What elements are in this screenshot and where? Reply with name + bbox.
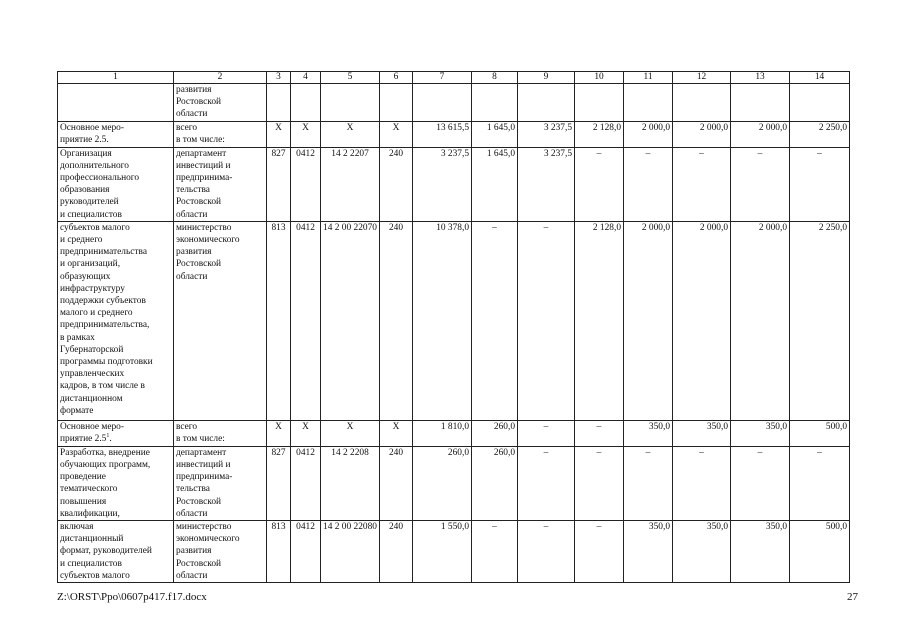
amount-cell (624, 84, 673, 122)
header-cell: 14 (790, 72, 850, 84)
page-number: 27 (847, 591, 858, 603)
header-row (58, 72, 850, 84)
code-cell: 240 (380, 147, 413, 221)
header-cell: 11 (624, 72, 673, 84)
code-cell: 813 (267, 521, 291, 583)
code-cell: Х (380, 121, 413, 147)
amount-cell: – (790, 446, 850, 520)
executor-cell: департамент инвестиций и предпринима- тельства Ростовской области (174, 147, 267, 221)
amount-cell: 350,0 (731, 420, 790, 446)
amount-cell: 2 128,0 (575, 221, 624, 420)
amount-cell: 2 000,0 (673, 121, 731, 147)
table-row (58, 446, 850, 520)
amount-cell (731, 84, 790, 122)
amount-cell: 1 810,0 (413, 420, 472, 446)
code-cell: 14 2 00 22070 (321, 221, 380, 420)
amount-cell: – (673, 446, 731, 520)
amount-cell: 3 237,5 (518, 147, 575, 221)
code-cell: 240 (380, 446, 413, 520)
table-row (58, 221, 850, 420)
header-cell: 7 (413, 72, 472, 84)
code-cell: 0412 (291, 521, 321, 583)
amount-cell: 1 645,0 (472, 121, 518, 147)
amount-cell: – (790, 147, 850, 221)
table-row (58, 147, 850, 221)
table-row (58, 420, 850, 446)
activity-cell: включая дистанционный формат, руководителей и специалистов субъектов малого (58, 521, 174, 583)
amount-cell (790, 84, 850, 122)
executor-cell: департамент инвестиций и предпринима- тельства Ростовской области (174, 446, 267, 520)
header-cell: 12 (673, 72, 731, 84)
amount-cell: 13 615,5 (413, 121, 472, 147)
code-cell: 827 (267, 147, 291, 221)
amount-cell: 2 250,0 (790, 121, 850, 147)
amount-cell (413, 84, 472, 122)
amount-cell: 2 000,0 (624, 221, 673, 420)
amount-cell: 2 000,0 (673, 221, 731, 420)
table-row (58, 84, 850, 122)
amount-cell: 1 645,0 (472, 147, 518, 221)
amount-cell: 10 378,0 (413, 221, 472, 420)
amount-cell: 350,0 (624, 420, 673, 446)
amount-cell (673, 84, 731, 122)
amount-cell (472, 84, 518, 122)
executor-cell: всего в том числе: (174, 121, 267, 147)
code-cell (267, 84, 291, 122)
amount-cell: – (624, 446, 673, 520)
executor-cell: развития Ростовской области (174, 84, 267, 122)
amount-cell: 350,0 (673, 420, 731, 446)
table-row (58, 121, 850, 147)
code-cell: Х (267, 420, 291, 446)
executor-cell: министерство экономического развития Ростовской области (174, 521, 267, 583)
code-cell (380, 84, 413, 122)
activity-cell (58, 84, 174, 122)
table-row (58, 521, 850, 583)
code-cell: Х (291, 420, 321, 446)
code-cell: 240 (380, 521, 413, 583)
amount-cell: – (518, 446, 575, 520)
amount-cell: – (731, 147, 790, 221)
code-cell: 0412 (291, 221, 321, 420)
code-cell: 827 (267, 446, 291, 520)
header-cell: 9 (518, 72, 575, 84)
amount-cell: 500,0 (790, 521, 850, 583)
code-cell: 0412 (291, 147, 321, 221)
code-cell: 14 2 00 22080 (321, 521, 380, 583)
amount-cell: – (575, 420, 624, 446)
amount-cell: – (518, 420, 575, 446)
code-cell: Х (321, 420, 380, 446)
amount-cell: 260,0 (472, 420, 518, 446)
amount-cell: 3 237,5 (518, 121, 575, 147)
code-cell: Х (380, 420, 413, 446)
amount-cell: 350,0 (731, 521, 790, 583)
amount-cell: 260,0 (472, 446, 518, 520)
header-cell: 3 (267, 72, 291, 84)
header-cell: 13 (731, 72, 790, 84)
amount-cell: 350,0 (673, 521, 731, 583)
amount-cell: – (731, 446, 790, 520)
header-cell: 8 (472, 72, 518, 84)
executor-cell: всего в том числе: (174, 420, 267, 446)
code-cell (291, 84, 321, 122)
code-cell: 14 2 2208 (321, 446, 380, 520)
amount-cell: 260,0 (413, 446, 472, 520)
amount-cell: – (575, 521, 624, 583)
executor-cell: министерство экономического развития Ростовской области (174, 221, 267, 420)
amount-cell (518, 84, 575, 122)
amount-cell: 3 237,5 (413, 147, 472, 221)
table-body (58, 72, 850, 583)
amount-cell: – (518, 221, 575, 420)
amount-cell: 2 000,0 (731, 221, 790, 420)
activity-cell: Основное меро- приятие $2.5^1$. (58, 420, 174, 446)
header-cell: 5 (321, 72, 380, 84)
code-cell: 0412 (291, 446, 321, 520)
code-cell: 813 (267, 221, 291, 420)
amount-cell (575, 84, 624, 122)
activity-cell: Организация дополнительного профессионального образования руководителей и специалистов (58, 147, 174, 221)
amount-cell: – (575, 446, 624, 520)
code-cell: Х (267, 121, 291, 147)
header-cell: 2 (174, 72, 267, 84)
amount-cell: – (673, 147, 731, 221)
activity-cell: Разработка, внедрение обучающих программ, проведение тематического повышения квалификации, (58, 446, 174, 520)
amount-cell: – (472, 521, 518, 583)
amount-cell: – (575, 147, 624, 221)
code-cell (321, 84, 380, 122)
budget-table (57, 71, 850, 583)
header-cell: 6 (380, 72, 413, 84)
activity-cell: субъектов малого и среднего предпринимательства и организаций, образующих инфраструктуру поддержки субъектов малого и среднего предпринимательства, в рамках Губернаторской программы подготовки управленческих кадров, в том числе в дистанционном формате (58, 221, 174, 420)
amount-cell: – (518, 521, 575, 583)
header-cell: 4 (291, 72, 321, 84)
amount-cell: 2 250,0 (790, 221, 850, 420)
amount-cell: 2 000,0 (731, 121, 790, 147)
amount-cell: 2 128,0 (575, 121, 624, 147)
amount-cell: – (624, 147, 673, 221)
header-cell: 1 (58, 72, 174, 84)
amount-cell: – (472, 221, 518, 420)
amount-cell: 1 550,0 (413, 521, 472, 583)
code-cell: Х (291, 121, 321, 147)
activity-cell: Основное меро- приятие 2.5. (58, 121, 174, 147)
amount-cell: 350,0 (624, 521, 673, 583)
header-cell: 10 (575, 72, 624, 84)
amount-cell: 500,0 (790, 420, 850, 446)
code-cell: 14 2 2207 (321, 147, 380, 221)
footer-file-path: Z:\ORST\Ppo\0607p417.f17.docx (57, 591, 207, 603)
code-cell: Х (321, 121, 380, 147)
amount-cell: 2 000,0 (624, 121, 673, 147)
code-cell: 240 (380, 221, 413, 420)
